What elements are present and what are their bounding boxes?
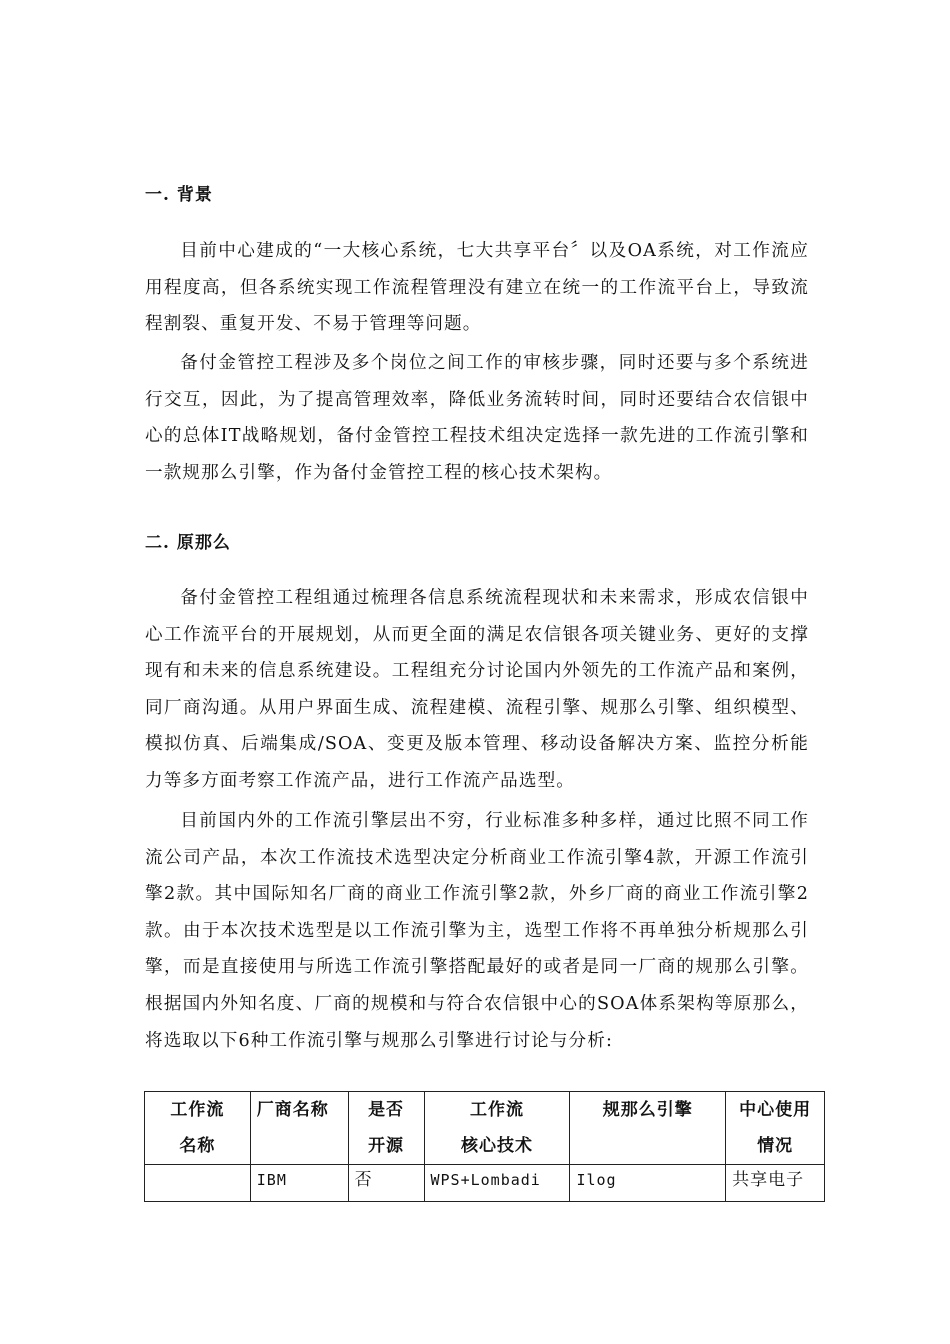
- header-core-tech-line1: 工作流: [469, 1100, 524, 1120]
- cell-vendor: IBM: [250, 1165, 348, 1202]
- workflow-engine-table: [144, 1091, 825, 1202]
- header-rule-engine-label: 规那么引擎: [602, 1100, 693, 1120]
- header-core-tech: [424, 1092, 570, 1165]
- header-open-source: [348, 1092, 424, 1165]
- background-paragraph-1: 目前中心建成的“一大核心系统，七大共享平台〞以及OA系统，对工作流应用程度高，但各系统实现工作流程管理没有建立在统一的工作流平台上，导致流程割裂、重复开发、不易于管理等问题。: [145, 241, 809, 335]
- header-open-source-line2: 开源: [368, 1136, 405, 1156]
- header-vendor: [250, 1092, 348, 1165]
- header-rule-engine: [570, 1092, 726, 1165]
- header-core-tech-line2: 核心技术: [460, 1136, 533, 1156]
- principles-paragraph-2: 目前国内外的工作流引擎层出不穷，行业标准多种多样，通过比照不同工作流公司产品，本次工作流技术选型决定分析商业工作流引擎4款，开源工作流引擎2款。其中国际知名厂商的商业工作流引擎2款，外乡厂商的商业工作流引擎2款。由于本次技术选型是以工作流引擎为主，选型工作将不再单独分析规那么引擎，而是直接使用与所选工作流引擎搭配最好的或者是同一厂商的规那么引擎。根据国内外知名度、厂商的规模和与符合农信银中心的SOA体系架构等原那么，将选取以下6种工作流引擎与规那么引擎进行讨论与分析:: [145, 811, 809, 1051]
- cell-core-tech: WPS+Lombadi: [424, 1165, 570, 1202]
- table-header-row: [145, 1092, 825, 1165]
- cell-open-source: 否: [348, 1165, 424, 1202]
- cell-workflow-name: [145, 1165, 251, 1202]
- cell-rule-engine: Ilog: [570, 1165, 726, 1202]
- header-workflow-name-line2: 名称: [179, 1136, 216, 1156]
- table-row: [145, 1165, 825, 1202]
- header-workflow-name-line1: 工作流: [170, 1100, 225, 1120]
- header-center-usage-line2: 情况: [757, 1136, 794, 1156]
- principles-paragraph-1: 备付金管控工程组通过梳理各信息系统流程现状和未来需求，形成农信银中心工作流平台的开展规划，从而更全面的满足农信银各项关键业务、更好的支撑现有和未来的信息系统建设。工程组充分讨论国内外领先的工作流产品和案例，同厂商沟通。从用户界面生成、流程建模、流程引擎、规那么引擎、组织模型、模拟仿真、后端集成/SOA、变更及版本管理、移动设备解决方案、监控分析能力等多方面考察工作流产品，进行工作流产品选型。: [145, 588, 809, 791]
- header-workflow-name: [145, 1092, 251, 1165]
- header-center-usage: [726, 1092, 825, 1165]
- cell-center-usage: 共享电子: [726, 1165, 825, 1202]
- section-heading-background: 一. 背景: [145, 185, 213, 205]
- header-open-source-line1: 是否: [368, 1100, 405, 1120]
- background-paragraph-2: 备付金管控工程涉及多个岗位之间工作的审核步骤，同时还要与多个系统进行交互，因此，为了提高管理效率，降低业务流转时间，同时还要结合农信银中心的总体IT战略规划，备付金管控工程技术组决定选择一款先进的工作流引擎和一款规那么引擎，作为备付金管控工程的核心技术架构。: [145, 353, 809, 483]
- header-center-usage-line1: 中心使用: [739, 1100, 812, 1120]
- header-vendor-label: 厂商名称: [256, 1100, 329, 1120]
- section-heading-principles: 二. 原那么: [145, 533, 231, 553]
